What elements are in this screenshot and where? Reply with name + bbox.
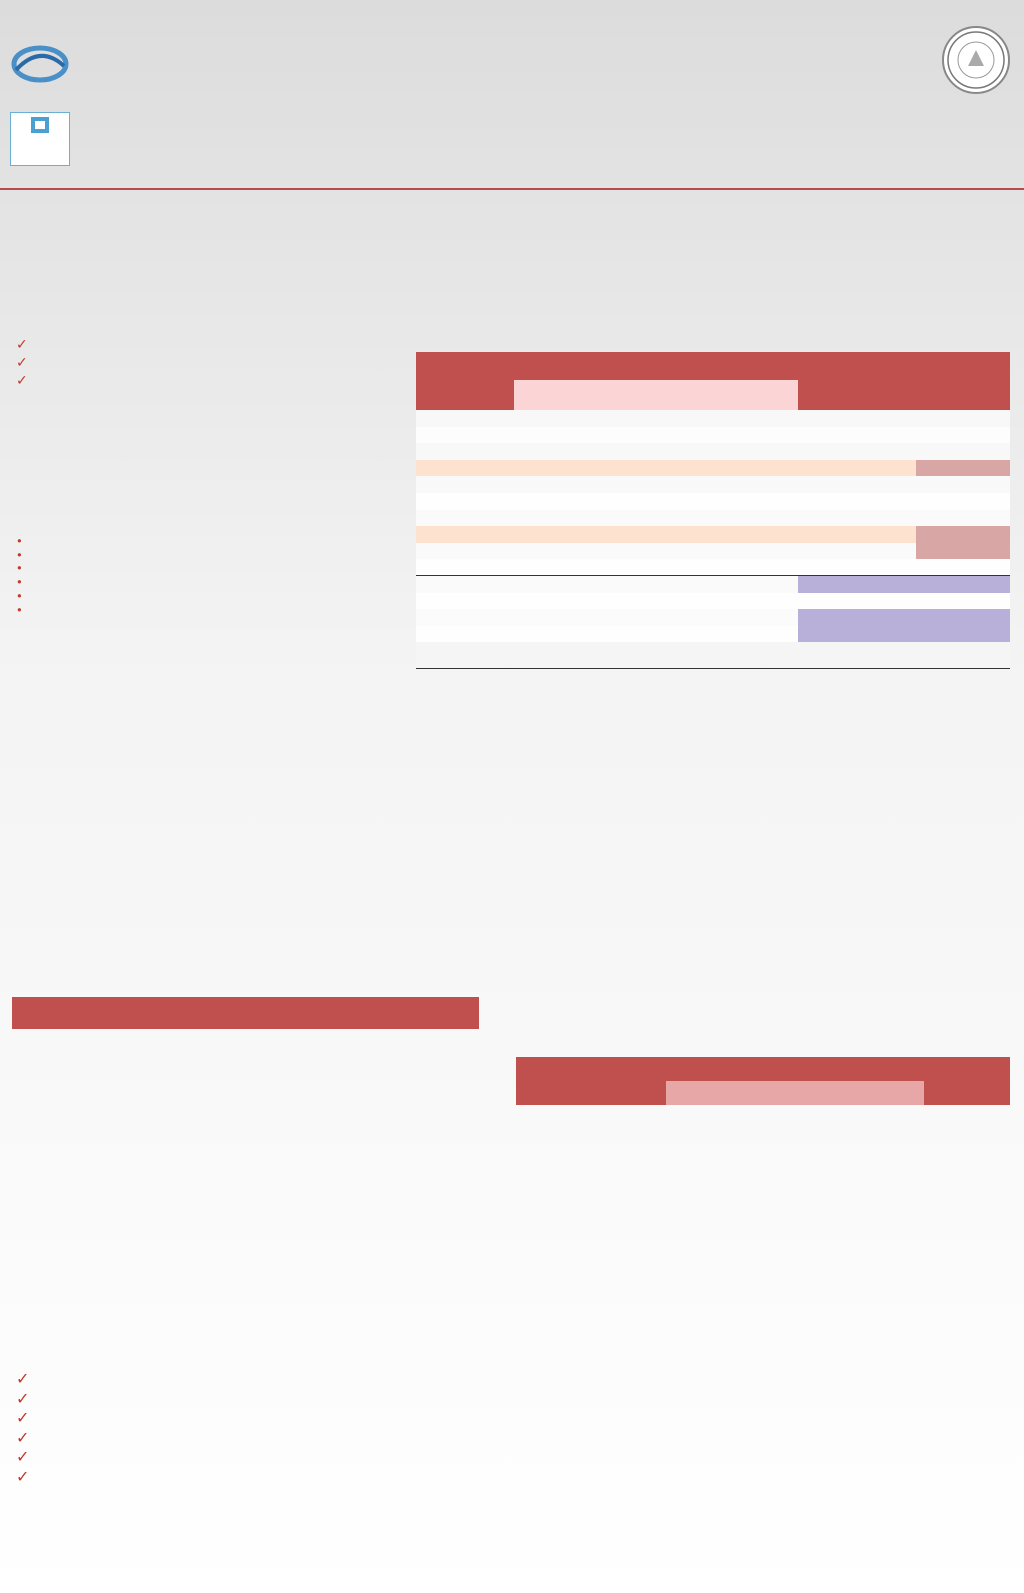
table1-cell (916, 427, 1010, 444)
table1-cell (556, 427, 615, 444)
table1-cell (798, 576, 916, 593)
table1-cell (758, 493, 799, 510)
check-icon: ✓ (16, 1447, 30, 1466)
table1-cell (758, 593, 799, 610)
table1-cell (416, 626, 514, 643)
table1-cell (662, 510, 709, 527)
table1-row (416, 593, 1010, 610)
bullet-icon: • (16, 561, 23, 576)
table1-cell (615, 576, 662, 593)
table1-row (416, 609, 1010, 626)
method-item (16, 562, 384, 576)
table1-cell (798, 526, 916, 543)
bullet-icon: • (16, 602, 23, 617)
table1-cell (709, 476, 758, 493)
table1-cell (916, 609, 1010, 626)
table1-cell (916, 576, 1010, 593)
table1-cell (916, 543, 1010, 560)
table1-row (416, 559, 1010, 576)
table1-cell (798, 543, 916, 560)
table1-row (416, 543, 1010, 560)
table1-cell (916, 460, 1010, 477)
table1-cell (556, 443, 615, 460)
table1-cell (758, 460, 799, 477)
table1-cell (615, 510, 662, 527)
fonarsec-mark-icon (11, 115, 69, 135)
check-icon: ✓ (16, 1388, 30, 1408)
method-item (16, 549, 384, 563)
table1-cell (514, 443, 557, 460)
table1-cell (709, 410, 758, 427)
table1-row (416, 460, 1010, 477)
t2-header-antibiotic (516, 1057, 666, 1105)
check-icon: ✓ (16, 337, 28, 353)
check-icon: ✓ (16, 1369, 30, 1388)
table1-cell (615, 543, 662, 560)
table1-body (416, 410, 1010, 642)
t3-header-col (332, 1013, 401, 1029)
table1-cell (709, 609, 758, 626)
conclusion-item (16, 1389, 1010, 1409)
table1-row (416, 526, 1010, 543)
table1-cell (556, 543, 615, 560)
table1-cell (416, 609, 514, 626)
t1-total-label (416, 642, 514, 668)
table1-cell (416, 543, 514, 560)
table1-cell (916, 510, 1010, 527)
table1-cell (798, 410, 916, 427)
table1-cell (662, 609, 709, 626)
table1-cell (662, 410, 709, 427)
table1-cell (615, 410, 662, 427)
t1-header-resistance (798, 352, 916, 410)
table1-cell (758, 626, 799, 643)
table1-cell (416, 559, 514, 576)
table1-cell (416, 510, 514, 527)
t1-header-pcr (615, 352, 798, 380)
table1-cell (556, 609, 615, 626)
table1-cell (514, 559, 557, 576)
t1-total-cdt (758, 642, 917, 668)
t2-header-cim50 (752, 1081, 838, 1105)
table1-cell (916, 626, 1010, 643)
method-item (16, 604, 384, 618)
table1-cell (662, 476, 709, 493)
table1-cell (615, 443, 662, 460)
table1-row (416, 493, 1010, 510)
table1-cell (916, 559, 1010, 576)
table1-cell (709, 427, 758, 444)
table1-cell (798, 626, 916, 643)
method-item (16, 576, 384, 590)
table1-cell (758, 559, 799, 576)
table1-cell (556, 593, 615, 610)
t1-header-mlst (916, 352, 1010, 410)
bullet-icon: • (16, 575, 23, 590)
table1-cell (556, 559, 615, 576)
table1 (416, 352, 1010, 669)
hospital2-label (410, 730, 424, 800)
objective-item (16, 373, 386, 390)
table1-cell (514, 493, 557, 510)
objectives-list (16, 337, 386, 391)
table1-cell (758, 609, 799, 626)
table1-cell (615, 593, 662, 610)
conclusion-item (16, 1467, 1010, 1487)
table1-cell (416, 460, 514, 477)
fonarsec-logo (10, 112, 70, 166)
table1-cell (798, 609, 916, 626)
check-icon: ✓ (16, 1408, 30, 1427)
table1-cell (416, 427, 514, 444)
table1-cell (556, 410, 615, 427)
table1-cell (514, 626, 557, 643)
table1-cell (662, 593, 709, 610)
table1-cell (416, 443, 514, 460)
header-divider (0, 188, 1024, 190)
table1-cell (615, 460, 662, 477)
table1-cell (662, 559, 709, 576)
table1-cell (798, 427, 916, 444)
table1-cell (709, 626, 758, 643)
table1-cell (615, 526, 662, 543)
table1-cell (416, 476, 514, 493)
table1-cell (514, 543, 557, 560)
conclusion-item (16, 1408, 1010, 1428)
check-icon: ✓ (16, 1427, 30, 1447)
t1-header-isolate (416, 352, 514, 410)
t2-header-mic (666, 1057, 924, 1081)
t3-header-characteristics (13, 998, 195, 1014)
table1-cell (798, 460, 916, 477)
t1-total-tcd (662, 642, 758, 668)
table1-cell (662, 543, 709, 560)
check-icon: ✓ (16, 1466, 30, 1486)
t1-total-gdh (514, 642, 557, 668)
table1-cell (556, 576, 615, 593)
table1-cell (615, 626, 662, 643)
table1-cell (798, 510, 916, 527)
table1-cell (416, 526, 514, 543)
t3-header-col (401, 1013, 478, 1029)
table1-cell (615, 427, 662, 444)
table1-cell (758, 526, 799, 543)
table1-cell (798, 493, 916, 510)
table1-cell (709, 576, 758, 593)
table1-cell (514, 427, 557, 444)
table1-cell (556, 526, 615, 543)
table1-row (416, 476, 1010, 493)
table1-cell (615, 476, 662, 493)
t3-header-col (263, 1013, 332, 1029)
objective-item (16, 355, 386, 372)
table3 (12, 997, 479, 1029)
t1-total-toxab (556, 642, 662, 668)
bullet-icon: • (16, 588, 23, 603)
table1-cell (514, 609, 557, 626)
table1-cell (416, 593, 514, 610)
table2 (516, 1057, 1010, 1105)
conicet-swirl-icon (10, 40, 70, 88)
table1-cell (556, 460, 615, 477)
table1-cell (798, 559, 916, 576)
table1-cell (662, 427, 709, 444)
table1-cell (615, 609, 662, 626)
table1-cell (514, 460, 557, 477)
table1-cell (514, 576, 557, 593)
table1-cell (556, 493, 615, 510)
table1-cell (416, 410, 514, 427)
table1-cell (416, 576, 514, 593)
bullet-icon: • (16, 534, 23, 548)
table1-row (416, 410, 1010, 427)
table1-row (416, 626, 1010, 643)
table1-cell (758, 476, 799, 493)
table1-cell (916, 526, 1010, 543)
table1-cell (416, 493, 514, 510)
check-icon: ✓ (16, 373, 28, 389)
table1-cell (615, 559, 662, 576)
table1-cell (662, 576, 709, 593)
table1-cell (709, 543, 758, 560)
method-item (16, 590, 384, 604)
table1-cell (758, 543, 799, 560)
table1-cell (709, 559, 758, 576)
table1-row (416, 510, 1010, 527)
table1-cell (662, 626, 709, 643)
t3-header-col (195, 1013, 264, 1029)
table1-cell (662, 460, 709, 477)
table1-cell (709, 526, 758, 543)
objective-item (16, 337, 386, 354)
table1-cell (556, 510, 615, 527)
conclusion-item (16, 1447, 1010, 1467)
conclusions-list (16, 1369, 1010, 1486)
method-item (16, 535, 384, 549)
table1-cell (514, 526, 557, 543)
table1-cell (916, 443, 1010, 460)
table1-cell (758, 576, 799, 593)
table1-cell (514, 593, 557, 610)
t2-header-cim90 (838, 1081, 924, 1105)
table1-cell (615, 493, 662, 510)
bullet-icon: • (16, 547, 23, 562)
table1-cell (709, 510, 758, 527)
table1-cell (758, 510, 799, 527)
t1-header-quickcheck (514, 352, 616, 380)
t2-header-range (666, 1081, 752, 1105)
table1-cell (916, 493, 1010, 510)
conicet-logo (10, 40, 70, 102)
conclusion-item (16, 1428, 1010, 1448)
table1-row (416, 427, 1010, 444)
table1-cell (556, 626, 615, 643)
t1-header-toxab (556, 380, 615, 410)
table1-cell (798, 593, 916, 610)
table1-cell (758, 410, 799, 427)
table1-cell (514, 510, 557, 527)
table1-cell (709, 593, 758, 610)
table1-cell (916, 410, 1010, 427)
table1-cell (798, 443, 916, 460)
table1-cell (916, 476, 1010, 493)
methods-list (16, 535, 384, 617)
table1-cell (514, 476, 557, 493)
table1-row (416, 443, 1010, 460)
check-icon: ✓ (16, 355, 28, 371)
table1-cell (514, 410, 557, 427)
t3-header-patients (195, 998, 479, 1014)
table1-cell (798, 476, 916, 493)
table1-row (416, 576, 1010, 593)
t2-header-resistance (924, 1057, 1010, 1105)
conclusion-item (16, 1369, 1010, 1389)
table1-cell (758, 427, 799, 444)
table1-cell (709, 460, 758, 477)
table1-cell (758, 443, 799, 460)
table1-cell (556, 476, 615, 493)
table1-cell (662, 493, 709, 510)
table1-cell (916, 593, 1010, 610)
table1-cell (709, 443, 758, 460)
uba-seal-icon (942, 26, 1010, 94)
t1-header-gdh (514, 380, 557, 410)
table1-cell (662, 526, 709, 543)
table1-cell (709, 493, 758, 510)
table1-cell (662, 443, 709, 460)
